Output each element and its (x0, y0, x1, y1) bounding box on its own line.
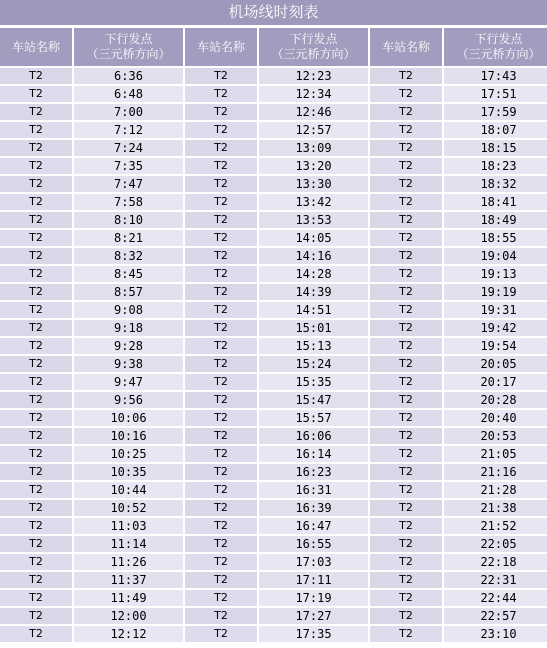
station-cell: T2 (370, 464, 442, 480)
table-row (0, 212, 547, 228)
station-cell: T2 (0, 518, 72, 534)
station-cell: T2 (185, 356, 257, 372)
station-cell: T2 (0, 176, 72, 192)
departure-time-cell: 15:01 (259, 320, 368, 336)
departure-time-cell: 12:23 (259, 68, 368, 84)
station-cell: T2 (0, 608, 72, 624)
station-cell: T2 (370, 626, 442, 642)
station-cell: T2 (370, 104, 442, 120)
departure-time-cell: 20:17 (444, 374, 547, 390)
departure-time-cell: 16:06 (259, 428, 368, 444)
station-cell: T2 (370, 518, 442, 534)
station-cell: T2 (0, 626, 72, 642)
departure-time-cell: 15:47 (259, 392, 368, 408)
table-row (0, 410, 547, 426)
header-station: 车站名称 (370, 28, 442, 66)
departure-time-cell: 17:43 (444, 68, 547, 84)
table-header (0, 28, 547, 66)
departure-time-cell: 9:08 (74, 302, 183, 318)
departure-time-cell: 14:39 (259, 284, 368, 300)
departure-time-cell: 21:38 (444, 500, 547, 516)
station-cell: T2 (0, 194, 72, 210)
departure-time-cell: 15:24 (259, 356, 368, 372)
departure-time-cell: 10:35 (74, 464, 183, 480)
departure-time-cell: 13:20 (259, 158, 368, 174)
departure-time-cell: 11:03 (74, 518, 183, 534)
table-row (0, 284, 547, 300)
station-cell: T2 (185, 464, 257, 480)
station-cell: T2 (185, 374, 257, 390)
table-row (0, 248, 547, 264)
departure-time-cell: 23:10 (444, 626, 547, 642)
table-row (0, 266, 547, 282)
station-cell: T2 (0, 158, 72, 174)
table-row (0, 554, 547, 570)
station-cell: T2 (185, 536, 257, 552)
station-cell: T2 (0, 284, 72, 300)
station-cell: T2 (0, 446, 72, 462)
table-row (0, 302, 547, 318)
departure-time-cell: 20:53 (444, 428, 547, 444)
departure-time-cell: 9:38 (74, 356, 183, 372)
station-cell: T2 (370, 374, 442, 390)
departure-time-cell: 18:41 (444, 194, 547, 210)
departure-time-cell: 10:06 (74, 410, 183, 426)
table-row (0, 608, 547, 624)
station-cell: T2 (185, 104, 257, 120)
station-cell: T2 (0, 392, 72, 408)
station-cell: T2 (185, 392, 257, 408)
departure-time-cell: 9:47 (74, 374, 183, 390)
departure-time-cell: 18:07 (444, 122, 547, 138)
table-row (0, 428, 547, 444)
departure-time-cell: 17:11 (259, 572, 368, 588)
station-cell: T2 (185, 482, 257, 498)
departure-time-cell: 17:19 (259, 590, 368, 606)
schedule-table (0, 26, 547, 644)
departure-time-cell: 11:14 (74, 536, 183, 552)
table-row (0, 122, 547, 138)
table-row (0, 68, 547, 84)
departure-time-cell: 19:04 (444, 248, 547, 264)
departure-time-cell: 21:28 (444, 482, 547, 498)
station-cell: T2 (185, 248, 257, 264)
header-departure-line2: （三元桥方向） (271, 47, 356, 61)
table-row (0, 320, 547, 336)
departure-time-cell: 7:00 (74, 104, 183, 120)
departure-time-cell: 12:12 (74, 626, 183, 642)
station-cell: T2 (185, 140, 257, 156)
station-cell: T2 (370, 608, 442, 624)
station-cell: T2 (370, 500, 442, 516)
departure-time-cell: 19:42 (444, 320, 547, 336)
departure-time-cell: 14:05 (259, 230, 368, 246)
departure-time-cell: 9:18 (74, 320, 183, 336)
table-row (0, 140, 547, 156)
departure-time-cell: 13:42 (259, 194, 368, 210)
departure-time-cell: 16:23 (259, 464, 368, 480)
station-cell: T2 (370, 356, 442, 372)
station-cell: T2 (370, 68, 442, 84)
departure-time-cell: 14:16 (259, 248, 368, 264)
departure-time-cell: 8:32 (74, 248, 183, 264)
table-row (0, 230, 547, 246)
departure-time-cell: 17:51 (444, 86, 547, 102)
departure-time-cell: 19:19 (444, 284, 547, 300)
station-cell: T2 (370, 554, 442, 570)
header-departure-line2: （三元桥方向） (456, 47, 541, 61)
departure-time-cell: 17:03 (259, 554, 368, 570)
table-row (0, 590, 547, 606)
station-cell: T2 (370, 140, 442, 156)
station-cell: T2 (0, 428, 72, 444)
departure-time-cell: 11:26 (74, 554, 183, 570)
station-cell: T2 (185, 266, 257, 282)
station-cell: T2 (0, 356, 72, 372)
departure-time-cell: 22:31 (444, 572, 547, 588)
header-station: 车站名称 (0, 28, 72, 66)
table-row (0, 374, 547, 390)
departure-time-cell: 7:58 (74, 194, 183, 210)
departure-time-cell: 8:57 (74, 284, 183, 300)
table-row (0, 86, 547, 102)
header-departure (74, 28, 183, 66)
departure-time-cell: 17:35 (259, 626, 368, 642)
departure-time-cell: 9:56 (74, 392, 183, 408)
departure-time-cell: 22:57 (444, 608, 547, 624)
departure-time-cell: 10:16 (74, 428, 183, 444)
departure-time-cell: 7:24 (74, 140, 183, 156)
departure-time-cell: 18:49 (444, 212, 547, 228)
departure-time-cell: 7:35 (74, 158, 183, 174)
table-row (0, 572, 547, 588)
departure-time-cell: 9:28 (74, 338, 183, 354)
header-departure (259, 28, 368, 66)
table-row (0, 446, 547, 462)
departure-time-cell: 12:34 (259, 86, 368, 102)
station-cell: T2 (185, 572, 257, 588)
departure-time-cell: 18:32 (444, 176, 547, 192)
station-cell: T2 (0, 212, 72, 228)
station-cell: T2 (370, 212, 442, 228)
header-departure (444, 28, 547, 66)
station-cell: T2 (185, 410, 257, 426)
departure-time-cell: 10:44 (74, 482, 183, 498)
station-cell: T2 (0, 122, 72, 138)
table-row (0, 176, 547, 192)
departure-time-cell: 11:49 (74, 590, 183, 606)
departure-time-cell: 12:00 (74, 608, 183, 624)
departure-time-cell: 7:47 (74, 176, 183, 192)
station-cell: T2 (185, 194, 257, 210)
header-departure-line1: 下行发点 (474, 32, 523, 46)
station-cell: T2 (185, 212, 257, 228)
table-row (0, 626, 547, 642)
departure-time-cell: 13:30 (259, 176, 368, 192)
header-station: 车站名称 (185, 28, 257, 66)
station-cell: T2 (0, 410, 72, 426)
station-cell: T2 (185, 518, 257, 534)
departure-time-cell: 11:37 (74, 572, 183, 588)
table-row (0, 536, 547, 552)
table-row (0, 104, 547, 120)
station-cell: T2 (0, 68, 72, 84)
station-cell: T2 (185, 428, 257, 444)
station-cell: T2 (370, 86, 442, 102)
station-cell: T2 (0, 374, 72, 390)
departure-time-cell: 16:55 (259, 536, 368, 552)
station-cell: T2 (370, 428, 442, 444)
departure-time-cell: 16:14 (259, 446, 368, 462)
departure-time-cell: 7:12 (74, 122, 183, 138)
station-cell: T2 (0, 140, 72, 156)
station-cell: T2 (0, 104, 72, 120)
station-cell: T2 (370, 590, 442, 606)
station-cell: T2 (370, 284, 442, 300)
station-cell: T2 (370, 302, 442, 318)
departure-time-cell: 20:28 (444, 392, 547, 408)
station-cell: T2 (370, 176, 442, 192)
table-body (0, 68, 547, 642)
departure-time-cell: 18:55 (444, 230, 547, 246)
station-cell: T2 (370, 320, 442, 336)
departure-time-cell: 12:46 (259, 104, 368, 120)
station-cell: T2 (185, 68, 257, 84)
station-cell: T2 (0, 302, 72, 318)
station-cell: T2 (185, 176, 257, 192)
departure-time-cell: 10:52 (74, 500, 183, 516)
station-cell: T2 (185, 446, 257, 462)
station-cell: T2 (0, 536, 72, 552)
table-row (0, 194, 547, 210)
header-departure-line1: 下行发点 (104, 32, 153, 46)
table-row (0, 392, 547, 408)
station-cell: T2 (0, 248, 72, 264)
departure-time-cell: 15:13 (259, 338, 368, 354)
station-cell: T2 (185, 302, 257, 318)
station-cell: T2 (0, 590, 72, 606)
station-cell: T2 (370, 158, 442, 174)
station-cell: T2 (185, 230, 257, 246)
station-cell: T2 (0, 338, 72, 354)
departure-time-cell: 15:35 (259, 374, 368, 390)
station-cell: T2 (0, 230, 72, 246)
station-cell: T2 (370, 410, 442, 426)
station-cell: T2 (370, 194, 442, 210)
departure-time-cell: 12:57 (259, 122, 368, 138)
station-cell: T2 (185, 122, 257, 138)
station-cell: T2 (185, 500, 257, 516)
table-row (0, 464, 547, 480)
departure-time-cell: 15:57 (259, 410, 368, 426)
station-cell: T2 (370, 266, 442, 282)
departure-time-cell: 8:21 (74, 230, 183, 246)
table-row (0, 500, 547, 516)
station-cell: T2 (0, 482, 72, 498)
station-cell: T2 (370, 248, 442, 264)
departure-time-cell: 6:36 (74, 68, 183, 84)
departure-time-cell: 13:09 (259, 140, 368, 156)
station-cell: T2 (370, 230, 442, 246)
departure-time-cell: 6:48 (74, 86, 183, 102)
station-cell: T2 (185, 338, 257, 354)
table-row (0, 356, 547, 372)
departure-time-cell: 19:31 (444, 302, 547, 318)
departure-time-cell: 21:52 (444, 518, 547, 534)
station-cell: T2 (370, 572, 442, 588)
station-cell: T2 (185, 284, 257, 300)
departure-time-cell: 13:53 (259, 212, 368, 228)
departure-time-cell: 10:25 (74, 446, 183, 462)
table-row (0, 158, 547, 174)
header-departure-line2: （三元桥方向） (86, 47, 171, 61)
station-cell: T2 (185, 86, 257, 102)
departure-time-cell: 21:05 (444, 446, 547, 462)
station-cell: T2 (0, 554, 72, 570)
table-row (0, 338, 547, 354)
departure-time-cell: 22:18 (444, 554, 547, 570)
station-cell: T2 (370, 392, 442, 408)
header-row (0, 28, 547, 66)
station-cell: T2 (0, 464, 72, 480)
station-cell: T2 (0, 572, 72, 588)
table-row (0, 518, 547, 534)
station-cell: T2 (185, 626, 257, 642)
station-cell: T2 (370, 446, 442, 462)
timetable-title: 机场线时刻表 (0, 0, 547, 26)
station-cell: T2 (185, 554, 257, 570)
station-cell: T2 (370, 122, 442, 138)
table-row (0, 482, 547, 498)
departure-time-cell: 20:05 (444, 356, 547, 372)
departure-time-cell: 8:45 (74, 266, 183, 282)
departure-time-cell: 22:05 (444, 536, 547, 552)
departure-time-cell: 19:13 (444, 266, 547, 282)
station-cell: T2 (0, 320, 72, 336)
station-cell: T2 (185, 608, 257, 624)
station-cell: T2 (0, 500, 72, 516)
station-cell: T2 (370, 536, 442, 552)
station-cell: T2 (370, 482, 442, 498)
departure-time-cell: 21:16 (444, 464, 547, 480)
departure-time-cell: 19:54 (444, 338, 547, 354)
departure-time-cell: 17:59 (444, 104, 547, 120)
departure-time-cell: 16:47 (259, 518, 368, 534)
station-cell: T2 (185, 158, 257, 174)
departure-time-cell: 18:15 (444, 140, 547, 156)
departure-time-cell: 14:28 (259, 266, 368, 282)
station-cell: T2 (185, 320, 257, 336)
station-cell: T2 (0, 86, 72, 102)
departure-time-cell: 14:51 (259, 302, 368, 318)
station-cell: T2 (185, 590, 257, 606)
station-cell: T2 (0, 266, 72, 282)
departure-time-cell: 20:40 (444, 410, 547, 426)
departure-time-cell: 16:39 (259, 500, 368, 516)
departure-time-cell: 17:27 (259, 608, 368, 624)
departure-time-cell: 16:31 (259, 482, 368, 498)
header-departure-line1: 下行发点 (289, 32, 338, 46)
station-cell: T2 (370, 338, 442, 354)
departure-time-cell: 18:23 (444, 158, 547, 174)
departure-time-cell: 22:44 (444, 590, 547, 606)
departure-time-cell: 8:10 (74, 212, 183, 228)
